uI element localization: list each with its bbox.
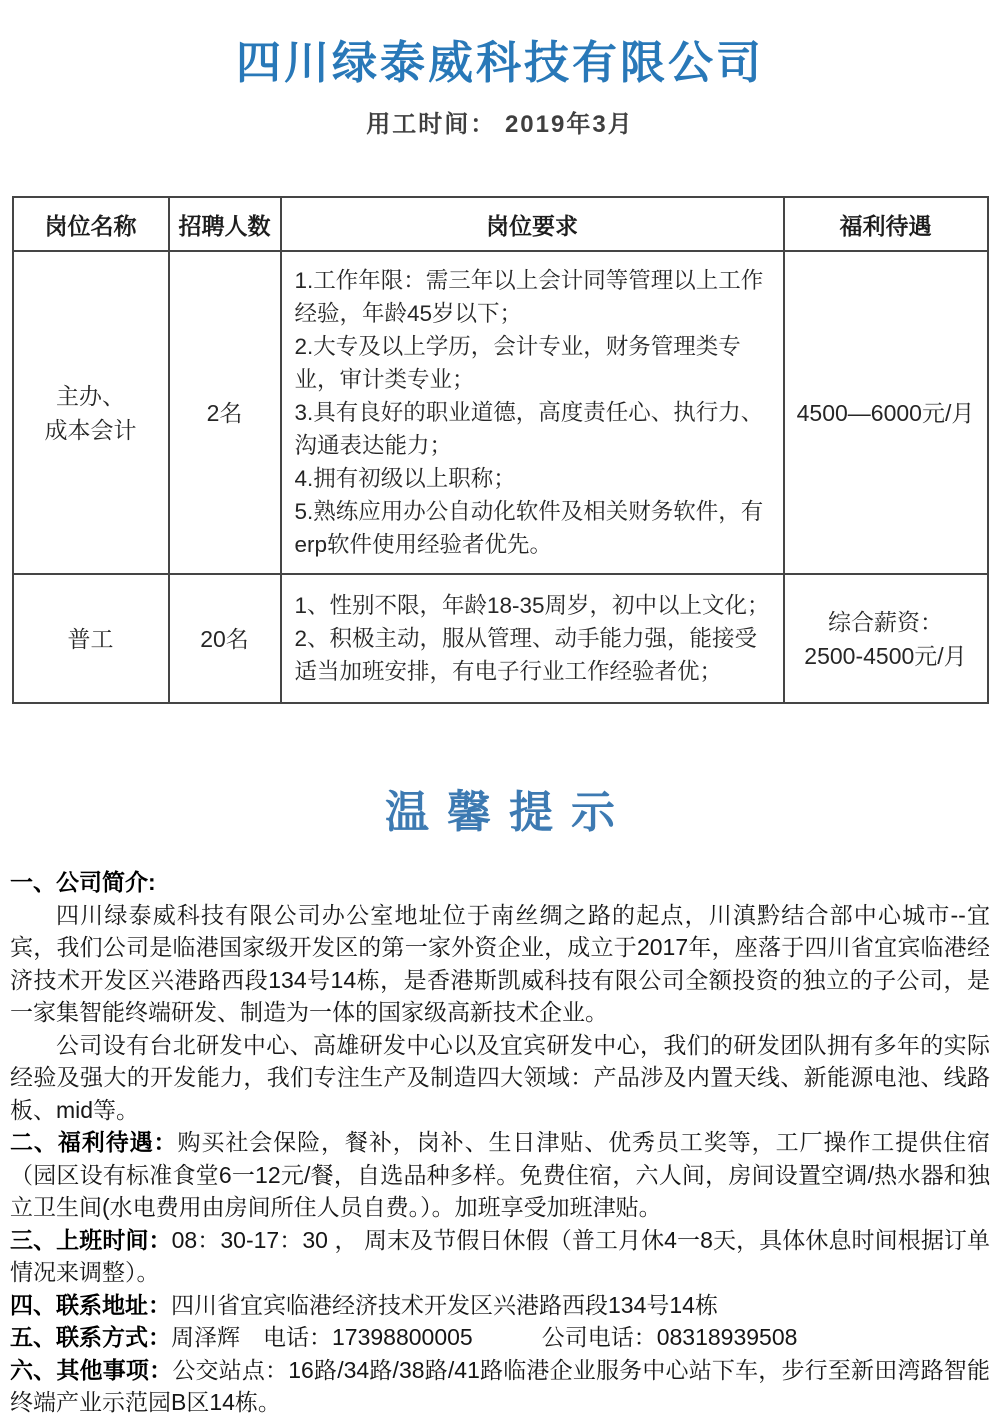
section-contact-info bbox=[10, 1321, 990, 1354]
benefits-line: 4500—6000元/月 bbox=[796, 399, 975, 426]
section-benefits bbox=[10, 1126, 990, 1224]
requirement-item: 1、性别不限，年龄18-35周岁，初中以上文化； bbox=[294, 593, 770, 618]
requirement-item: 5.熟练应用办公自动化软件及相关财务软件，有erp软件使用经验者优先。 bbox=[294, 499, 764, 557]
benefits-line: 2500-4500元/月 bbox=[804, 642, 967, 669]
notice-title: 温馨提示 bbox=[385, 788, 633, 837]
company-intro-paragraph: 公司设有台北研发中心、高雄研发中心以及宜宾研发中心，我们的研发团队拥有多年的实际经验及强大的开发能力，我们专注生产及制造四大领域：产品涉及内置天线、新能源电池、线路板、mid等。 bbox=[10, 1031, 990, 1123]
section-label: 五、联系方式： bbox=[10, 1324, 171, 1350]
benefits-cell bbox=[784, 574, 988, 703]
position-cell bbox=[13, 574, 169, 703]
requirement-item: 2、积极主动，服从管理、动手能力强，能接受适当加班安排，有电子行业工作经验者优； bbox=[294, 626, 758, 684]
section-work-hours bbox=[10, 1224, 990, 1289]
section-text: 购买社会保险，餐补，岗补、生日津贴、优秀员工奖等，工厂操作工提供住宿（园区设有标准食堂6一12元/餐，自选品种多样。免费住宿，六人间，房间设置空调/热水器和独立卫生间(水电费用由房间所住人员自费。）。加班享受加班津贴。 bbox=[10, 1129, 991, 1220]
requirements-cell bbox=[281, 574, 784, 703]
section-other-notes bbox=[10, 1354, 990, 1419]
table-row bbox=[13, 574, 988, 703]
requirement-item: 1.工作年限：需三年以上会计同等管理以上工作经验，年龄45岁以下； bbox=[294, 268, 764, 326]
section-text: 四川省宜宾临港经济技术开发区兴港路西段134号14栋 bbox=[171, 1291, 718, 1318]
table-row bbox=[13, 251, 988, 574]
employment-period: 用工时间： 2019年3月 bbox=[366, 111, 634, 138]
section-text: 周泽辉 电话：17398800005 公司电话：08318939508 bbox=[171, 1324, 798, 1350]
table-header-row bbox=[13, 197, 988, 251]
requirement-item: 2.大专及以上学历，会计专业，财务管理类专业，审计类专业； bbox=[294, 334, 741, 392]
position-line: 成本会计 bbox=[44, 416, 137, 443]
requirements-cell bbox=[281, 251, 784, 574]
column-header-requirements: 岗位要求 bbox=[281, 197, 784, 251]
section-label: 一、公司简介: bbox=[10, 869, 156, 895]
section-contact-address bbox=[10, 1289, 990, 1322]
page-title: 四川绿泰威科技有限公司 bbox=[235, 37, 764, 88]
requirement-item: 3.具有良好的职业道德，高度责任心、执行力、沟通表达能力； bbox=[294, 400, 764, 458]
section-company-intro-heading bbox=[10, 866, 990, 899]
section-label: 二、福利待遇： bbox=[10, 1129, 178, 1155]
column-header-position: 岗位名称 bbox=[13, 197, 169, 251]
section-label: 六、其他事项： bbox=[10, 1356, 173, 1383]
position-cell bbox=[13, 251, 169, 574]
job-positions-table bbox=[12, 196, 989, 704]
section-text: 公交站点：16路/34路/38路/41路临港企业服务中心站下车，步行至新田湾路智能终端产业示范园B区14栋。 bbox=[10, 1356, 990, 1415]
headcount-cell: 2名 bbox=[169, 251, 281, 574]
section-label: 三、上班时间： bbox=[10, 1226, 172, 1253]
company-intro-paragraph: 四川绿泰威科技有限公司办公室地址位于南丝绸之路的起点，川滇黔结合部中心城市--宜宾，我们公司是临港国家级开发区的第一家外资企业，成立于2017年，座落于四川省宜宾临港经济技术开发区兴港路西段134号14栋，是香港斯凯威科技有限公司全额投资的独立的子公司，是一家集智能终端研发、制造为一体的国家级高新技术企业。 bbox=[10, 901, 990, 1025]
benefits-line: 综合薪资： bbox=[828, 608, 943, 635]
notice-body bbox=[10, 866, 990, 1419]
benefits-cell bbox=[784, 251, 988, 574]
section-label: 四、联系地址： bbox=[10, 1291, 171, 1318]
column-header-benefits: 福利待遇 bbox=[784, 197, 988, 251]
headcount-cell: 20名 bbox=[169, 574, 281, 703]
section-text: 08：30-17：30 ， 周末及节假日休假（普工月休4一8天，具体休息时间根据订单情况来调整）。 bbox=[10, 1226, 990, 1285]
position-line: 主办、 bbox=[56, 382, 125, 409]
position-line: 普工 bbox=[67, 625, 114, 652]
column-header-headcount: 招聘人数 bbox=[169, 197, 281, 251]
requirement-item: 4.拥有初级以上职称； bbox=[294, 466, 516, 491]
